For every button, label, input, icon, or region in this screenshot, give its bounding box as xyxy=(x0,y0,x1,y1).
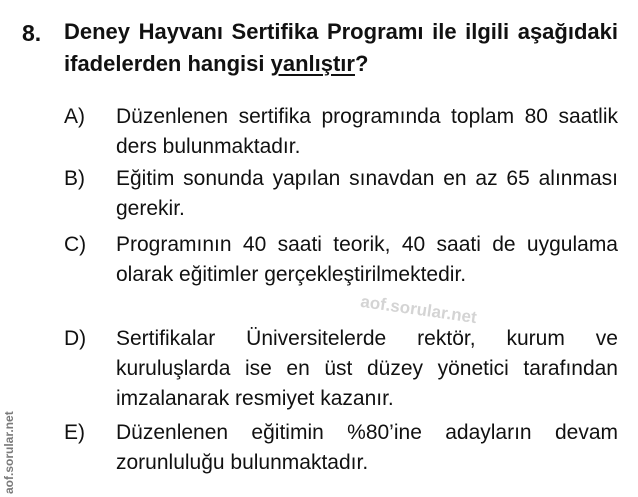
option-letter: A) xyxy=(64,105,85,128)
option-text: Düzenlenen sertifika programında toplam 80 saatlik ders bulunmaktadır. xyxy=(116,105,618,158)
option-text: Sertifikalar Üniversitelerde rektör, kurum ve kuruluşlarda ise en üst düzey yönetici tarafından imzalanarak resmiyet kazanır. xyxy=(116,327,618,410)
watermark-center: aof.sorular.net xyxy=(359,291,478,328)
option-text: Düzenlenen eğitimin %80’ine adayların devam zorunluluğu bulunmaktadır. xyxy=(116,421,618,474)
question-stem xyxy=(64,16,618,80)
question-number: 8. xyxy=(22,20,42,46)
option-letter: E) xyxy=(64,421,85,444)
question-stem-emphasis: yanlıştır xyxy=(270,51,355,76)
option-text: Programının 40 saati teorik, 40 saati de uygulama olarak eğitimler gerçekleştirilmektedir. xyxy=(116,233,618,286)
option-letter: D) xyxy=(64,327,87,350)
option-letter: B) xyxy=(64,167,85,190)
watermark-side: aof.sorular.net xyxy=(2,411,16,494)
option-text: Eğitim sonunda yapılan sınavdan en az 65 alınması gerekir. xyxy=(116,167,618,220)
question-stem-text: Deney Hayvanı Sertifika Programı ile ilgili aşağıdaki ifadelerden hangisi xyxy=(64,19,618,76)
option-letter: C) xyxy=(64,233,87,256)
question-stem-end: ? xyxy=(354,51,369,76)
